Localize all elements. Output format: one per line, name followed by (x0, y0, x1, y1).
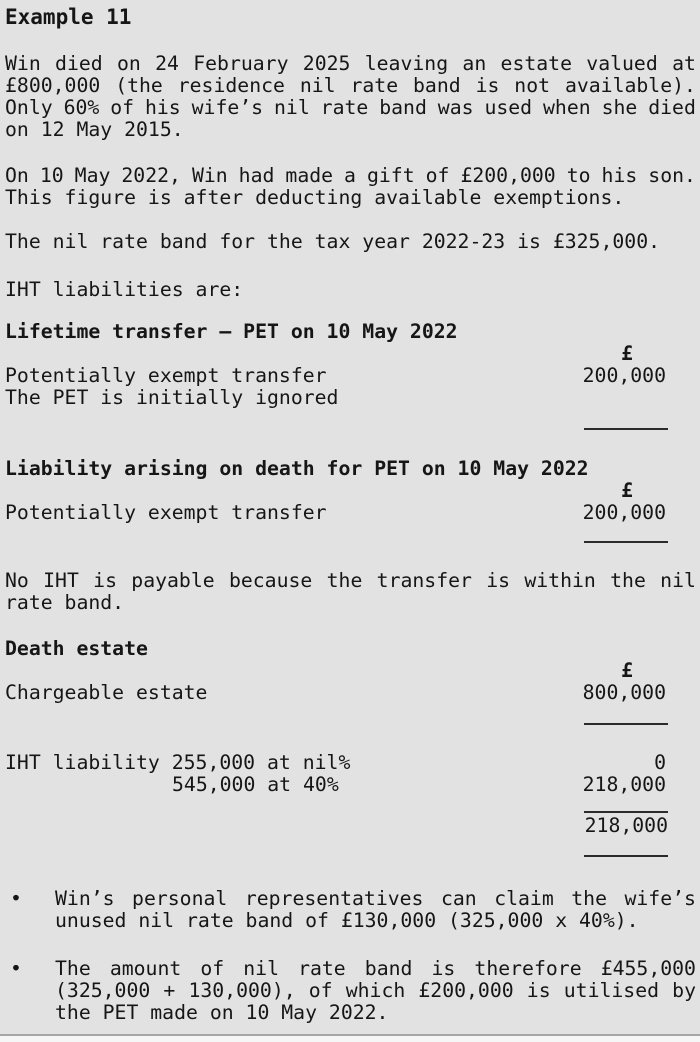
row-label: Chargeable estate (5, 681, 208, 704)
row-label: 545,000 at 40% (172, 773, 339, 796)
table-row (5, 365, 696, 387)
row-value: 0 (654, 751, 666, 774)
bullet-icon: • (10, 957, 22, 980)
total-value: 218,000 (584, 811, 668, 837)
row-label: Potentially exempt transfer (5, 501, 327, 524)
nil-rate-note: No IHT is payable because the transfer is within the nil rate band. (5, 569, 696, 614)
currency-header: £ (621, 479, 633, 502)
total-rule (584, 541, 668, 543)
total-row (5, 811, 696, 837)
intro-paragraph-2: On 10 May 2022, Win had made a gift of £200,000 to his son. This figure is after deducting available exemptions. (5, 164, 696, 209)
page-bottom-edge (0, 1034, 700, 1042)
row-value: 218,000 (582, 773, 666, 796)
table-row (5, 752, 696, 774)
intro-paragraph-4: IHT liabilities are: (5, 278, 244, 301)
bullet-text: Win’s personal representatives can claim the wife’s unused nil rate band of £130,000 (325,000 x 40%). (55, 887, 696, 932)
total-rule (584, 723, 668, 725)
row-value: 200,000 (582, 364, 666, 387)
row-label: Potentially exempt transfer (5, 364, 327, 387)
death-pet-heading: Liability arising on death for PET on 10 May 2022 (5, 457, 589, 480)
bullet-text: The amount of nil rate band is therefore £455,000 (325,000 + 130,000), of which £200,000 is utilised by the PET made on 10 May 2022. (55, 957, 696, 1024)
total-rule (584, 855, 668, 857)
intro-paragraph-3: The nil rate band for the tax year 2022-23 is £325,000. (5, 230, 661, 253)
row-value: 200,000 (582, 501, 666, 524)
bullet-item (5, 958, 696, 1024)
table-row (5, 387, 696, 409)
total-rule (584, 428, 668, 430)
row-label: IHT liability 255,000 at nil% (5, 751, 351, 774)
table-row (5, 502, 696, 524)
bullet-item (5, 888, 696, 932)
bullet-icon: • (10, 887, 22, 910)
example-title: Example 11 (5, 5, 132, 29)
row-value: 800,000 (582, 681, 666, 704)
intro-paragraph-1: Win died on 24 February 2025 leaving an estate valued at £800,000 (the residence nil rate band is not available). Only 60% of his wife’s nil rate band was used when she died on 12 May 2015. (5, 52, 696, 141)
death-estate-heading: Death estate (5, 637, 148, 660)
currency-header: £ (621, 659, 633, 682)
lifetime-transfer-heading: Lifetime transfer – PET on 10 May 2022 (5, 320, 458, 343)
table-row (5, 682, 696, 704)
row-label: The PET is initially ignored (5, 386, 339, 409)
row-value (546, 387, 696, 409)
table-row (5, 774, 696, 796)
currency-header: £ (621, 342, 633, 365)
